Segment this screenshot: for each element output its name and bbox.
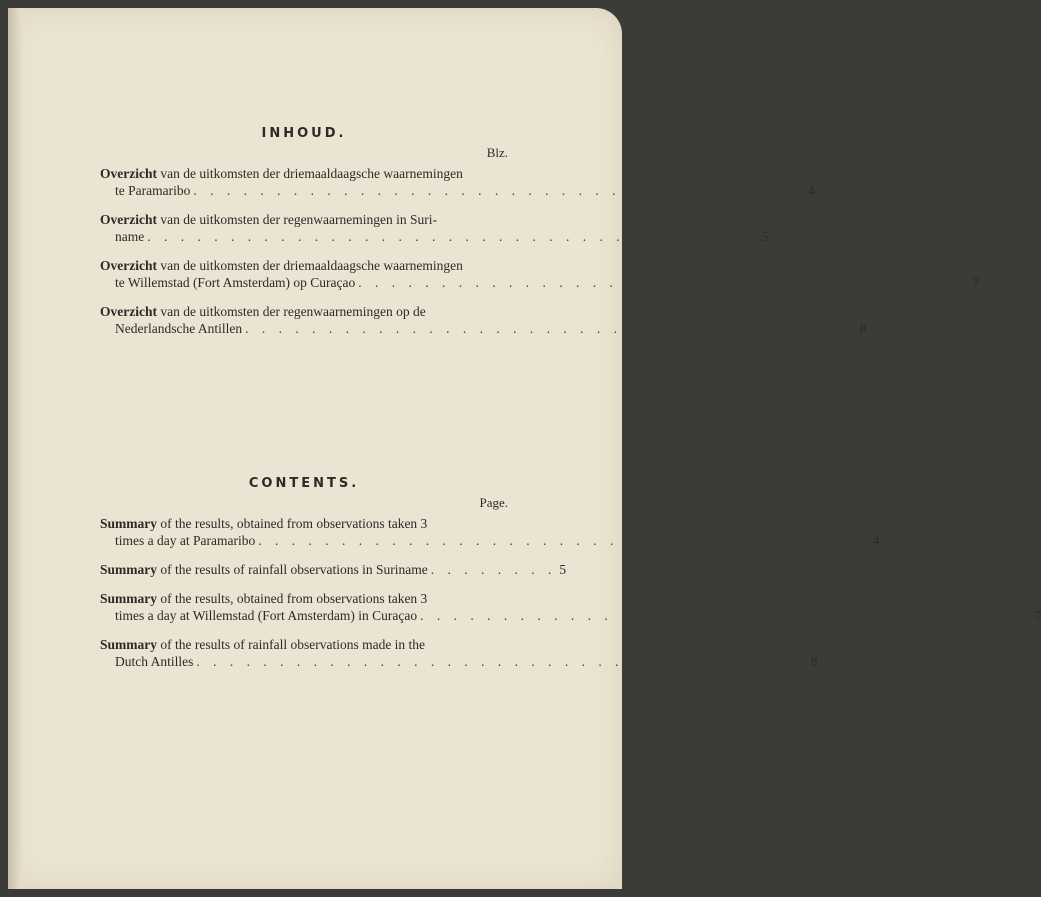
entry-text-cont: times a day at Willemstad (Fort Amsterdam) in Curaçao (115, 608, 418, 623)
toc-entry[interactable] (100, 515, 880, 549)
toc-entry[interactable] (100, 257, 980, 291)
page-number: 7 (972, 275, 980, 290)
inhoud-section (100, 126, 980, 349)
page-number: 7 (1034, 608, 1041, 623)
contents-title: CONTENTS. (248, 476, 360, 491)
page-number: 5 (761, 229, 769, 244)
dot-leader: . . . . . . . . . . . . . . . . . . . . . . . . . . . . . . . . . . . . . (196, 654, 808, 669)
entry-text-cont: Dutch Antilles (115, 654, 194, 669)
entry-bold: Summary (100, 591, 157, 606)
contents-section (100, 476, 1041, 682)
entry-text: of the results of rainfall observations made in the (160, 637, 426, 652)
entry-bold: Summary (100, 562, 157, 577)
dot-leader: . . . . . . . . . . . . . . . . . . . . . . . . . . . . . . . . . . . . . (258, 533, 870, 548)
entry-text: van de uitkomsten der driemaaldaagsche waarnemingen (160, 166, 463, 181)
entry-bold: Overzicht (100, 212, 157, 227)
entry-bold: Overzicht (100, 166, 157, 181)
toc-entry[interactable] (100, 590, 1041, 624)
entry-bold: Summary (100, 516, 157, 531)
page-binding (8, 8, 22, 889)
entry-text: van de uitkomsten der regenwaarnemingen in Suri- (160, 212, 438, 227)
entry-text: van de uitkomsten der driemaaldaagsche waarnemingen (160, 258, 463, 273)
toc-entry[interactable] (100, 303, 867, 337)
entry-text-cont: times a day at Paramaribo (115, 533, 256, 548)
toc-entry[interactable] (100, 561, 567, 578)
entry-bold: Overzicht (100, 304, 157, 319)
inhoud-page-header: Blz. (486, 145, 508, 160)
toc-entry[interactable] (100, 636, 818, 670)
dot-leader: . . . . . . . . . . . . . . . . . . . . . . . . . . . . . . . . . . . . . (147, 229, 759, 244)
entry-text-cont: te Willemstad (Fort Amsterdam) op Curaçao (115, 275, 356, 290)
entry-text: of the results, obtained from observations taken 3 (160, 591, 428, 606)
toc-entry[interactable] (100, 211, 769, 245)
entry-bold: Overzicht (100, 258, 157, 273)
entry-text-cont: name (115, 229, 145, 244)
page-number: 4 (807, 183, 815, 198)
dot-leader: . . . . . . . . . . . . . . . . . . . . . . . . . . . . . . . . . . . . . (245, 321, 857, 336)
entry-text-cont: Nederlandsche Antillen (115, 321, 243, 336)
page-number: 8 (859, 321, 867, 336)
entry-text: van de uitkomsten der regenwaarnemingen op de (160, 304, 426, 319)
page (8, 8, 1041, 889)
contents-page-header: Page. (479, 495, 508, 510)
dot-leader: . . . . . . . . (430, 562, 557, 577)
page-number: 4 (872, 533, 880, 548)
dot-leader: . . . . . . . . . . . . . . . . . . . . . . . . . . . . . . . . . . . . . (358, 275, 970, 290)
dot-leader: . . . . . . . . . . . . . . . . . . . . . . . . . . . . . . . . . . . . . (193, 183, 805, 198)
page-number: 8 (810, 654, 818, 669)
entry-text-cont: te Paramaribo (115, 183, 191, 198)
page-number: 5 (559, 562, 567, 577)
entry-bold: Summary (100, 637, 157, 652)
dot-leader: . . . . . . . . . . . . . . . . . . . . . . . . . . . . . . . . . . . . . (420, 608, 1032, 623)
inhoud-title: INHOUD. (261, 126, 347, 141)
entry-text: of the results, obtained from observations taken 3 (160, 516, 428, 531)
toc-entry[interactable] (100, 165, 815, 199)
entry-text: of the results of rainfall observations in Suriname (160, 562, 428, 577)
